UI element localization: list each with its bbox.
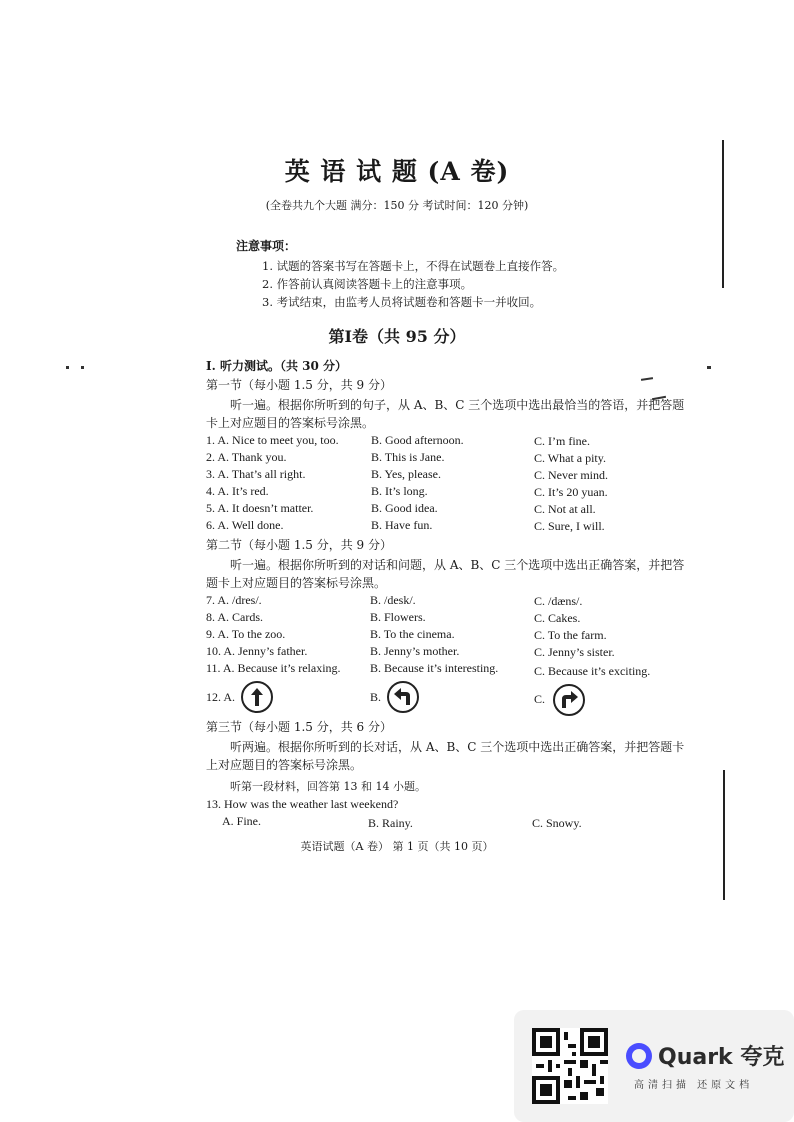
notice-item-3: 3. 考试结束，由监考人员将试题卷和答题卡一并收回。	[262, 295, 542, 309]
q11-option-b: B. Because it’s interesting.	[370, 661, 499, 675]
q9-option-b: B. To the cinema.	[370, 627, 455, 641]
q13-option-c: C. Snowy.	[532, 816, 582, 830]
exam-subtitle: (全卷共九个大题 满分：150 分 考试时间：120 分钟)	[265, 199, 529, 212]
sec3-material-note: 听第一段材料，回答第 13 和 14 小题。	[230, 780, 426, 793]
q10-option-c: C. Jenny’s sister.	[534, 645, 615, 659]
q13-option-a: A. Fine.	[222, 814, 261, 828]
q4-option-c: C. It’s 20 yuan.	[534, 485, 608, 499]
q10-option-a: 10. A. Jenny’s father.	[206, 644, 308, 658]
q5-option-c: C. Not at all.	[534, 502, 596, 516]
sec1-title: 第一节（每小题 1.5 分，共 9 分）	[206, 378, 392, 392]
notice-item-2: 2. 作答前认真阅读答题卡上的注意事项。	[262, 277, 473, 291]
q8-option-a: 8. A. Cards.	[206, 610, 263, 624]
q8-option-b: B. Flowers.	[370, 610, 426, 624]
sec1-instruction: 听一遍。根据你所听到的句子，从 A、B、C 三个选项中选出最恰当的答语，并把答题	[230, 398, 685, 412]
q4-option-a: 4. A. It’s red.	[206, 484, 269, 498]
part-title: 第Ⅰ卷（共 95 分）	[328, 327, 466, 346]
q9-option-a: 9. A. To the zoo.	[206, 627, 286, 641]
q1-option-b: B. Good afternoon.	[371, 433, 464, 447]
scan-edge-line	[722, 140, 724, 288]
notice-heading: 注意事项：	[236, 239, 297, 253]
scan-speck	[66, 366, 69, 369]
q3-option-b: B. Yes, please.	[371, 467, 442, 481]
sec3-instruction: 听两遍。根据你所听到的长对话，从 A、B、C 三个选项中选出正确答案，并把答题卡	[230, 740, 685, 754]
q3-option-a: 3. A. That’s all right.	[206, 467, 306, 481]
q2-option-b: B. This is Jane.	[371, 450, 445, 464]
brand-tagline: 高清扫描 还原文档	[634, 1080, 754, 1091]
q11-option-c: C. Because it’s exciting.	[534, 664, 651, 678]
q13-stem: 13. How was the weather last weekend?	[206, 797, 399, 811]
sec2-instruction-cont: 题卡上对应题目的答案标号涂黑。	[206, 576, 387, 590]
scan-speck	[641, 377, 653, 381]
sec2-instruction: 听一遍。根据你所听到的对话和问题，从 A、B、C 三个选项中选出正确答案，并把答	[230, 558, 685, 572]
q9-option-c: C. To the farm.	[534, 628, 607, 642]
q6-option-b: B. Have fun.	[371, 518, 433, 532]
brand-name: Quark 夸克	[658, 1045, 785, 1070]
left-turn-arrow-icon	[387, 681, 419, 713]
sec3-title: 第三节（每小题 1.5 分，共 6 分）	[206, 720, 392, 734]
q7-option-c: C. /dæns/.	[534, 594, 583, 608]
scan-speck	[707, 366, 711, 369]
straight-arrow-icon	[241, 681, 273, 713]
q2-option-a: 2. A. Thank you.	[206, 450, 287, 464]
q7-option-a: 7. A. /dres/.	[206, 593, 262, 607]
exam-title: 英 语 试 题 (A 卷)	[284, 157, 510, 186]
q2-option-c: C. What a pity.	[534, 451, 606, 465]
sec3-instruction-cont: 上对应题目的答案标号涂黑。	[206, 758, 363, 772]
q1-option-a: 1. A. Nice to meet you, too.	[206, 433, 339, 447]
page-footer: 英语试题（A 卷） 第 1 页（共 10 页）	[300, 840, 494, 853]
sec1-instruction-cont: 卡上对应题目的答案标号涂黑。	[206, 416, 375, 430]
notice-item-1: 1. 试题的答案书写在答题卡上，不得在试题卷上直接作答。	[262, 259, 565, 273]
qr-code-icon	[532, 1028, 608, 1104]
q12-option-a: 12. A.	[206, 690, 236, 704]
q8-option-c: C. Cakes.	[534, 611, 581, 625]
q5-option-a: 5. A. It doesn’t matter.	[206, 501, 314, 515]
q13-option-b: B. Rainy.	[368, 816, 413, 830]
scan-edge-line	[723, 770, 725, 900]
quark-logo-icon	[626, 1043, 652, 1069]
q3-option-c: C. Never mind.	[534, 468, 608, 482]
section-heading: I. 听力测试。（共 30 分）	[206, 359, 348, 373]
q7-option-b: B. /desk/.	[370, 593, 416, 607]
q4-option-b: B. It’s long.	[371, 484, 428, 498]
q6-option-a: 6. A. Well done.	[206, 518, 284, 532]
q12-option-b: B.	[370, 690, 382, 704]
scan-speck	[81, 366, 84, 369]
q11-option-a: 11. A. Because it’s relaxing.	[206, 661, 341, 675]
q10-option-b: B. Jenny’s mother.	[370, 644, 460, 658]
q6-option-c: C. Sure, I will.	[534, 519, 605, 533]
q1-option-c: C. I’m fine.	[534, 434, 590, 448]
q12-option-c: C.	[534, 692, 546, 706]
q5-option-b: B. Good idea.	[371, 501, 438, 515]
sec2-title: 第二节（每小题 1.5 分，共 9 分）	[206, 538, 392, 552]
right-turn-arrow-icon	[553, 684, 585, 716]
